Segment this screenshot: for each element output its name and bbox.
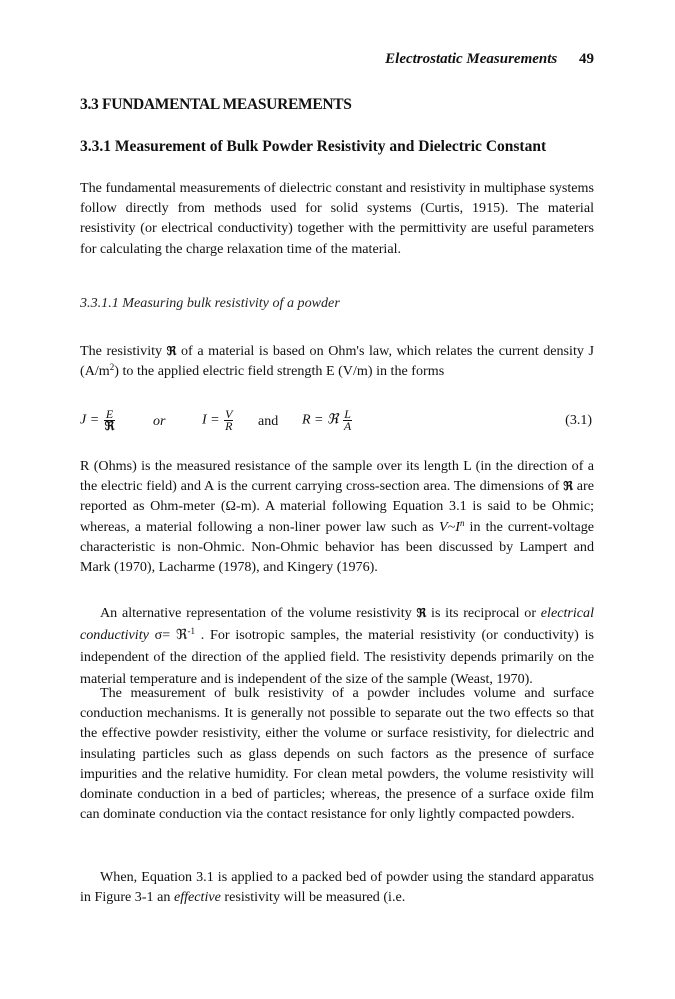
text: The resistivity (80, 343, 167, 359)
paragraph-effective-resistivity (80, 867, 594, 907)
paragraph-intro: The fundamental measurements of dielectric constant and resistivity in multiphase systems follow directly from methods used for solid systems (Curtis, 1915). The material resistivity (or electrical conductivity) together with the permittivity are useful parameters for calculating the charge relaxation time of the material. (80, 180, 594, 257)
equation-term-2 (202, 409, 234, 432)
text: of a material is based on Ohm's law, which relates the current density J (A/m (80, 343, 594, 380)
resistivity-symbol: ℜ (563, 479, 573, 494)
text: are reported as Ohm-meter (Ω-m). A material following Equation 3.1 is said to be Ohmic; whereas, a material following a non-liner power law such as (80, 478, 594, 535)
subsection-heading: 3.3.1 Measurement of Bulk Powder Resistivity and Dielectric Constant (80, 138, 547, 155)
page (80, 0, 594, 999)
text: . For isotropic samples, the material resistivity (or conductivity) is independent of the direction of the applied field. The resistivity depends primarily on the material temperature and is independent of the size of the sample (Weast, 1970). (80, 627, 594, 687)
text: When, Equation 3.1 is applied to a packed bed of powder using the standard apparatus in Figure 3-1 an (80, 869, 594, 906)
text: in the current-voltage characteristic is non-Ohmic. Non-Ohmic behavior has been discussed by Lampert and Mark (1970), Lacharme (1978), and Kingery (1976). (80, 518, 595, 576)
fraction (104, 409, 116, 432)
equation-lhs: I = (202, 412, 220, 428)
fraction (343, 409, 352, 432)
power-law: V~I (439, 518, 460, 535)
equation-term-1 (80, 409, 116, 432)
running-head (80, 51, 594, 68)
section-heading: 3.3 FUNDAMENTAL MEASUREMENTS (80, 96, 352, 113)
fraction-denominator: A (343, 419, 352, 433)
text: is its reciprocal or (426, 605, 541, 621)
equation-and: and (258, 414, 279, 429)
paragraph-ohms-law (80, 341, 594, 381)
fraction-numerator: L (344, 407, 351, 421)
superscript: -1 (187, 626, 195, 636)
paragraph-resistance (80, 456, 594, 577)
equation-lhs: J = (80, 412, 100, 428)
text: resistivity will be measured (i.e. (220, 889, 406, 906)
text: ) to the applied electric field strength E (V/m) in the forms (114, 363, 445, 380)
italic-term: electrical conductivity (80, 605, 594, 643)
text: R (Ohms) is the measured resistance of the sample over its length L (in the direction of a the electric field) and A is the current carrying cross-section area. The dimensions of (80, 458, 594, 495)
equation-lhs: R = ℜ (302, 412, 339, 428)
equation-or: or (153, 414, 166, 429)
resistivity-symbol: ℜ (166, 344, 177, 358)
paragraph-conductivity (80, 602, 594, 690)
fraction-numerator: V (225, 407, 233, 421)
text: An alternative representation of the volume resistivity (100, 605, 417, 621)
fraction-denominator: R (225, 419, 233, 433)
page-number: 49 (579, 51, 594, 67)
italic-term: effective (173, 889, 221, 906)
conductivity-formula: σ= ℜ (148, 627, 188, 643)
running-head-title: Electrostatic Measurements (385, 51, 558, 67)
fraction (224, 409, 233, 432)
resistivity-symbol: ℜ (416, 606, 427, 620)
equation-number: (3.1) (565, 413, 592, 428)
superscript: 2 (109, 362, 115, 373)
paragraph-bulk-resistivity: The measurement of bulk resistivity of a powder includes volume and surface conduction mechanisms. It is generally not possible to separate out the two effects so that the effective powder resistivity, either the volume or surface resistivity, for dielectric and insulating particles such as glass depends on such factors as the presence of surface impurities and the relative humidity. For clean metal powders, the volume resistivity will dominate conduction in a bed of particles; whereas, the presence of a surface oxide film can dominate conduction via the contact resistance for only lightly compacted powders. (80, 685, 594, 823)
fraction-numerator: E (104, 409, 116, 421)
subsubsection-heading: 3.3.1.1 Measuring bulk resistivity of a powder (80, 295, 340, 311)
equation-3-1 (80, 401, 594, 445)
power-law-exponent: n (459, 517, 465, 528)
fraction-denominator: ℜ (104, 419, 115, 433)
equation-term-3 (302, 409, 353, 432)
